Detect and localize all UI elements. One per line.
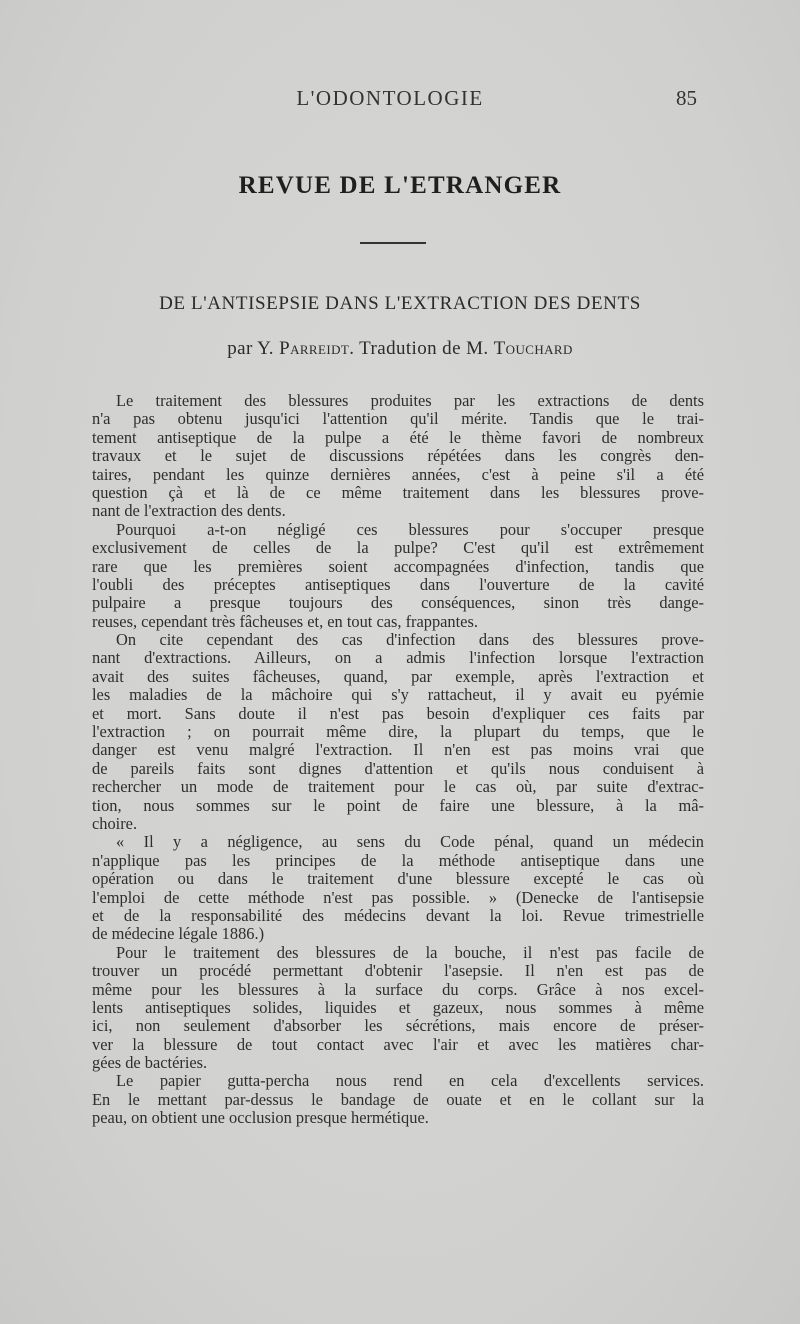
byline xyxy=(0,338,800,360)
body-line: On cite cependant des cas d'infection dans des blessures prove- xyxy=(116,630,704,650)
body-line: trouver un procédé permettant d'obtenir l'asepsie. Il n'en est pas de xyxy=(92,961,704,981)
body-line: Le papier gutta-percha nous rend en cela d'excellents services. xyxy=(116,1071,704,1091)
body-line: « Il y a négligence, au sens du Code pénal, quand un médecin xyxy=(116,832,704,852)
section-title: REVUE DE L'ETRANGER xyxy=(238,172,562,199)
body-line: Le traitement des blessures produites par les extractions de dents xyxy=(116,391,704,410)
body-line: n'a pas obtenu jusqu'ici l'attention qu'il mérite. Tandis que le trai- xyxy=(92,409,704,429)
body-line: l'emploi de cette méthode n'est pas possible. » (Denecke de l'antisepsie xyxy=(92,887,704,907)
body-line: n'applique pas les principes de la méthode antiseptique dans une xyxy=(92,850,704,870)
body-line: et mort. Sans doute il n'est pas besoin d'expliquer ces faits par xyxy=(92,703,704,723)
title-rule xyxy=(360,242,426,244)
body-line: l'oubli des préceptes antiseptiques dans l'ouverture de la cavité xyxy=(92,574,704,594)
body-line: nant de l'extraction des dents. xyxy=(92,501,286,521)
body-line: exclusivement de celles de la pulpe? C'est qu'il est extrêmement xyxy=(92,538,704,558)
body-line: reuses, cependant très fâcheuses et, en tout cas, frappantes. xyxy=(92,611,478,631)
body-line: lents antiseptiques solides, liquides et gazeux, nous sommes à même xyxy=(92,997,704,1017)
running-head xyxy=(0,86,800,116)
article-body xyxy=(92,392,704,1128)
body-line: ver la blessure de tout contact avec l'air et avec les matières char- xyxy=(92,1034,704,1054)
journal-title: L'ODONTOLOGIE xyxy=(296,86,484,110)
body-line: tement antiseptique de la pulpe a été le thème favori de nombreux xyxy=(92,427,704,447)
page-number: 85 xyxy=(676,86,697,110)
body-line: les maladies de la mâchoire qui s'y rattacheut, il y avait eu pyémie xyxy=(92,685,704,705)
article-title: DE L'ANTISEPSIE DANS L'EXTRACTION DES DENTS xyxy=(159,293,641,314)
body-line: de pareils faits sont dignes d'attention et qu'ils nous conduisent à xyxy=(92,758,704,778)
body-line: peau, on obtient une occlusion presque hermétique. xyxy=(92,1108,429,1128)
body-line: rechercher un mode de traitement pour le cas où, par suite d'extrac- xyxy=(92,777,704,797)
body-line: tion, nous sommes sur le point de faire une blessure, à la mâ- xyxy=(92,795,704,815)
byline-middle: . Tradution de M. xyxy=(349,338,494,359)
byline-translator: Touchard xyxy=(493,338,573,359)
body-line: gées de bactéries. xyxy=(92,1053,208,1073)
body-line: ici, non seulement d'absorber les sécrétions, mais encore de préser- xyxy=(92,1016,704,1036)
body-line: danger est venu malgré l'extraction. Il n'en est pas moins vrai que xyxy=(92,740,704,760)
byline-prefix: par Y. xyxy=(227,338,280,359)
body-line: avait des suites fâcheuses, quand, par exemple, après l'extraction et xyxy=(92,666,704,686)
body-line: choire. xyxy=(92,813,138,833)
body-line: question çà et là de ce même traitement dans les blessures prove- xyxy=(92,482,704,502)
body-line: opération ou dans le traitement d'une blessure excepté le cas où xyxy=(92,869,704,889)
body-line: l'extraction ; on pourrait même dire, la plupart du temps, que le xyxy=(92,722,704,742)
body-line: de médecine légale 1886.) xyxy=(92,924,265,944)
body-line: En le mettant par-dessus le bandage de ouate et en le collant sur la xyxy=(92,1089,704,1109)
body-line: nant d'extractions. Ailleurs, on a admis l'infection lorsque l'extraction xyxy=(92,648,704,668)
body-line: Pour le traitement des blessures de la bouche, il n'est pas facile de xyxy=(116,942,704,962)
byline-author: Parreidt xyxy=(279,338,350,359)
body-line: et de la responsabilité des médecins devant la loi. Revue trimestrielle xyxy=(92,905,704,925)
body-line: rare que les premières soient accompagnées d'infection, tandis que xyxy=(92,556,704,576)
body-line: même pour les blessures à la surface du corps. Grâce à nos excel- xyxy=(92,979,704,999)
body-line: pulpaire a presque toujours des conséquences, sinon très dange- xyxy=(92,593,704,613)
body-line: travaux et le sujet de discussions répétées dans les congrès den- xyxy=(92,446,704,466)
body-line: taires, pendant les quinze dernières années, c'est à peine s'il a été xyxy=(92,464,704,484)
body-line: Pourquoi a-t-on négligé ces blessures pour s'occuper presque xyxy=(116,519,704,539)
